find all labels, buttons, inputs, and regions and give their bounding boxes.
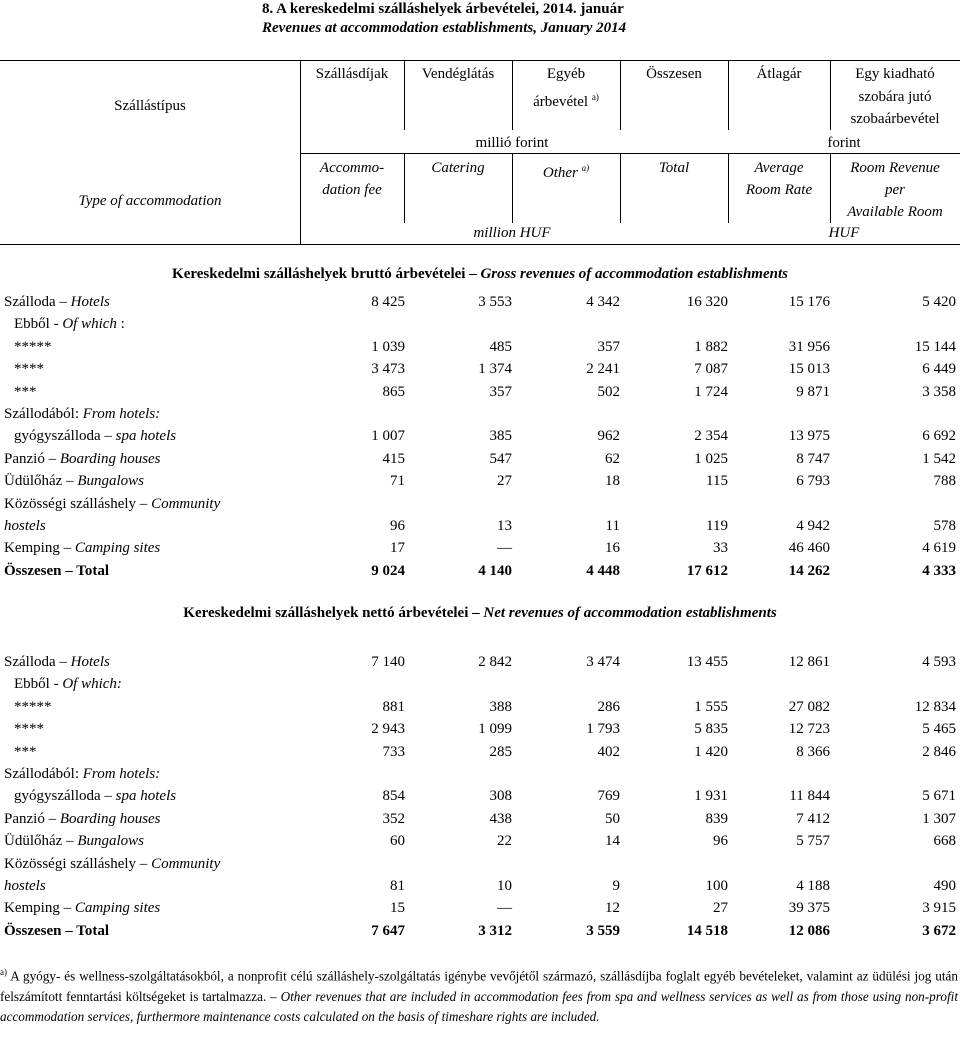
cell-value: 6 449 [922, 361, 956, 378]
cell-value: 12 834 [914, 698, 956, 715]
unit-hu-forint: forint [827, 135, 861, 151]
col-catering-hu: Vendéglátás [421, 66, 495, 82]
row-label-en: Boarding houses [59, 450, 161, 467]
row-label-hu: Összesen – Total [4, 922, 110, 939]
table-row [0, 696, 960, 718]
row-label [4, 875, 46, 897]
unit-en-million: million HUF [473, 225, 551, 241]
row-label-hu: Szállodából: [4, 766, 83, 782]
col-avg-hu: Átlagár [756, 66, 802, 82]
cell-value: 33 [713, 540, 728, 557]
cell-value: 81 [390, 878, 405, 894]
cell-value: 14 518 [686, 922, 728, 939]
title-hu: 8. A kereskedelmi szálláshelyek árbevételei, 2014. január [262, 1, 624, 17]
row-label [14, 741, 37, 763]
cell-value: 15 013 [788, 361, 830, 378]
header-divider [300, 60, 301, 244]
cell-value: 769 [597, 788, 620, 805]
row-label [14, 336, 52, 358]
cell-value: 1 882 [694, 338, 728, 355]
row-label-en: hostels [4, 518, 46, 534]
row-label [14, 358, 44, 380]
cell-value: 4 448 [586, 562, 620, 579]
row-label [4, 808, 161, 830]
cell-value: 502 [597, 383, 620, 400]
cell-value: 7 087 [694, 361, 728, 378]
cell-value: 2 846 [922, 743, 956, 760]
cell-value: 1 724 [694, 383, 728, 400]
col-revpar-hu-2: szobára jutó [858, 89, 932, 105]
row-label [4, 853, 220, 875]
cell-value: 16 [605, 540, 620, 557]
cell-value: 96 [390, 518, 405, 534]
row-label-en: Hotels [70, 654, 110, 670]
cell-value: 16 320 [686, 294, 728, 310]
table-row [0, 875, 960, 897]
cell-value: 14 262 [788, 562, 830, 579]
col-other-hu-2 [512, 87, 620, 112]
cell-value: 1 542 [922, 450, 956, 467]
cell-value: 9 [612, 878, 620, 894]
table-row [0, 920, 960, 942]
cell-value: 1 420 [694, 743, 728, 760]
cell-value: 62 [605, 450, 620, 467]
table-row [0, 313, 960, 335]
col-revpar-hu-3: szobaárbevétel [850, 111, 940, 127]
cell-value: 31 956 [788, 338, 830, 355]
cell-value: 46 460 [788, 540, 830, 557]
row-label-hu: **** [14, 361, 44, 378]
col-other-en-word: Other [542, 165, 578, 181]
cell-value: 7 140 [371, 654, 405, 670]
cell-value: 1 007 [371, 428, 405, 445]
cell-value: 9 024 [371, 562, 405, 579]
cell-value: 1 793 [586, 721, 620, 738]
cell-value: 1 374 [478, 361, 512, 378]
col-revpar-en-1: Room Revenue [850, 160, 940, 176]
col-other-en [512, 158, 620, 183]
cell-value: 4 140 [478, 562, 512, 579]
table-row [0, 425, 960, 447]
cell-value: 4 342 [586, 294, 620, 310]
cell-value: 578 [933, 518, 956, 534]
row-label-hu: Ebből - [14, 676, 63, 693]
cell-value: 39 375 [788, 900, 830, 917]
cell-value: 733 [382, 743, 405, 760]
cell-value: 17 612 [686, 562, 728, 579]
row-label [4, 920, 109, 942]
row-label [4, 493, 220, 515]
cell-value: 352 [382, 810, 405, 827]
cell-value: 3 915 [922, 900, 956, 917]
table-row [0, 493, 960, 515]
cell-value: 4 942 [796, 518, 830, 534]
row-label-en: From hotels: [82, 766, 161, 782]
table-row [0, 448, 960, 470]
row-label-en: Of which: [62, 676, 122, 693]
header-top-rule [0, 60, 960, 61]
cell-value: 27 [713, 900, 728, 917]
col-revpar-en-3: Available Room [847, 204, 943, 220]
row-label-en: Community [151, 495, 221, 512]
cell-value: 27 082 [788, 698, 830, 715]
table-row [0, 897, 960, 919]
row-label-tail: : [116, 316, 125, 333]
table-row [0, 515, 960, 537]
footnote-en: Other revenues that are included in accommodation fees from spa and wellness services as well as from those using non-profit accommodation services, furthermore maintenance costs calculated on the basis of timeshare rights are included. [0, 988, 958, 1025]
row-label [4, 651, 110, 673]
table-row [0, 537, 960, 559]
cell-value: 115 [706, 473, 728, 490]
table-row [0, 673, 960, 695]
row-label-hu: *** [14, 383, 37, 400]
type-label-en: Type of accommodation [78, 193, 222, 209]
cell-value: 388 [489, 698, 512, 715]
cell-value: 15 144 [914, 338, 956, 355]
footnote-marker: a) [0, 967, 7, 977]
table-row [0, 763, 960, 785]
table-row [0, 336, 960, 358]
table-row [0, 358, 960, 380]
cell-value: 357 [489, 383, 512, 400]
net-heading-en: Net revenues of accommodation establishments [483, 605, 777, 621]
row-label [14, 673, 122, 695]
cell-value: 5 671 [922, 788, 956, 805]
cell-value: 13 [497, 518, 512, 534]
row-label-en: Camping sites [74, 540, 161, 557]
cell-value: 15 [390, 900, 405, 917]
cell-value: 1 931 [694, 788, 728, 805]
row-label-hu: Közösségi szálláshely – [4, 855, 152, 872]
cell-value: 3 559 [586, 922, 620, 939]
cell-value: 6 692 [922, 428, 956, 445]
row-label-hu: Szállodából: [4, 406, 83, 422]
cell-value: 308 [489, 788, 512, 805]
row-label-hu: *** [14, 743, 37, 760]
row-label [4, 763, 160, 785]
table-row [0, 830, 960, 852]
cell-value: 60 [390, 833, 405, 850]
cell-value: 3 672 [922, 922, 956, 939]
cell-value: 27 [497, 473, 512, 490]
row-label-hu: Panzió – [4, 810, 60, 827]
row-label-en: Bungalows [77, 833, 145, 850]
cell-value: 3 474 [586, 654, 620, 670]
unit-hu-million: millió forint [475, 135, 549, 151]
row-label-hu: **** [14, 721, 44, 738]
col-accom-en-2: dation fee [322, 182, 382, 198]
row-label-hu: Összesen – Total [4, 562, 110, 579]
row-label [14, 785, 176, 807]
cell-value: 3 473 [371, 361, 405, 378]
col-accom-en-1: Accommo- [319, 160, 385, 176]
cell-value: 485 [489, 338, 512, 355]
row-label [4, 291, 110, 313]
gross-section-heading [0, 266, 960, 283]
cell-value: 12 [605, 900, 620, 917]
row-label [14, 381, 37, 403]
cell-value: 962 [597, 428, 620, 445]
cell-value: 2 241 [586, 361, 620, 378]
row-label [14, 425, 176, 447]
row-label-hu: Szálloda – [4, 294, 71, 310]
cell-value: 1 099 [478, 721, 512, 738]
page-title [262, 0, 626, 38]
row-label-hu: Ebből - [14, 316, 63, 333]
cell-value: 11 844 [789, 788, 830, 805]
cell-value: 17 [390, 540, 405, 557]
col-other-en-sup: a) [581, 163, 590, 173]
cell-value: 22 [497, 833, 512, 850]
cell-value: 668 [933, 833, 956, 850]
cell-value: 788 [933, 473, 956, 490]
row-label-hu: Kemping – [4, 540, 75, 557]
cell-value: 357 [597, 338, 620, 355]
type-label-hu: Szállástípus [114, 98, 186, 114]
cell-value: 13 455 [686, 654, 728, 670]
cell-value: 385 [489, 428, 512, 445]
unit-en-huf: HUF [828, 225, 860, 241]
row-label [4, 470, 144, 492]
table-header [0, 60, 960, 244]
col-total-hu: Összesen [646, 66, 702, 82]
cell-value: 4 593 [922, 654, 956, 670]
table-row [0, 741, 960, 763]
cell-value: 1 039 [371, 338, 405, 355]
cell-value: — [497, 540, 512, 557]
row-label [4, 560, 109, 582]
row-label-en: Bungalows [77, 473, 145, 490]
cell-value: 12 086 [788, 922, 830, 939]
col-revpar-hu: Egy kiadható [855, 66, 935, 82]
row-label-en: Boarding houses [59, 810, 161, 827]
cell-value: 12 861 [788, 654, 830, 670]
cell-value: 8 747 [796, 450, 830, 467]
row-label [4, 448, 161, 470]
col-avg-en-2: Room Rate [745, 182, 813, 198]
cell-value: 5 420 [922, 294, 956, 310]
cell-value: 286 [597, 698, 620, 715]
table-row [0, 403, 960, 425]
cell-value: 5 835 [694, 721, 728, 738]
row-label-en: From hotels: [82, 406, 161, 422]
row-label-hu: Üdülőház – [4, 833, 78, 850]
row-label-en: Community [151, 855, 221, 872]
table-row [0, 808, 960, 830]
col-accom-hu: Szállásdíjak [315, 66, 389, 82]
cell-value: 1 025 [694, 450, 728, 467]
row-label-en: Camping sites [74, 900, 161, 917]
table-row [0, 291, 960, 313]
cell-value: 8 425 [371, 294, 405, 310]
row-label-hu: Üdülőház – [4, 473, 78, 490]
row-label-hu: Panzió – [4, 450, 60, 467]
cell-value: 5 465 [922, 721, 956, 738]
cell-value: 865 [382, 383, 405, 400]
cell-value: 11 [605, 518, 620, 534]
cell-value: 18 [605, 473, 620, 490]
cell-value: 50 [605, 810, 620, 827]
net-heading-hu: Kereskedelmi szálláshelyek nettó árbevételei – [183, 605, 484, 621]
row-label-hu: gyógyszálloda – [14, 428, 116, 445]
table-row [0, 560, 960, 582]
cell-value: 8 366 [796, 743, 830, 760]
net-section-heading [0, 605, 960, 622]
cell-value: 13 975 [788, 428, 830, 445]
cell-value: 854 [382, 788, 405, 805]
cell-value: 96 [713, 833, 728, 850]
cell-value: 839 [705, 810, 728, 827]
row-label [14, 696, 52, 718]
cell-value: 3 312 [478, 922, 512, 939]
row-label [4, 537, 160, 559]
row-label [4, 403, 160, 425]
row-label-hu: ***** [14, 698, 52, 715]
cell-value: 9 871 [796, 383, 830, 400]
cell-value: 3 553 [478, 294, 512, 310]
row-label-hu: gyógyszálloda – [14, 788, 116, 805]
cell-value: 490 [933, 878, 956, 894]
col-revpar-en-2: per [885, 182, 905, 198]
row-label-en: spa hotels [115, 428, 177, 445]
cell-value: 2 943 [371, 721, 405, 738]
cell-value: 4 619 [922, 540, 956, 557]
row-label-en: hostels [4, 878, 46, 894]
cell-value: 71 [390, 473, 405, 490]
row-label [4, 897, 160, 919]
table-row [0, 381, 960, 403]
col-avg-en-1: Average [754, 160, 804, 176]
col-other-hu-word: árbevétel [533, 94, 589, 110]
col-other-sup: a) [591, 92, 599, 102]
row-label [14, 718, 44, 740]
cell-value: 1 307 [922, 810, 956, 827]
gross-heading-en: Gross revenues of accommodation establishments [480, 266, 788, 282]
cell-value: 12 723 [788, 721, 830, 738]
cell-value: 7 412 [796, 810, 830, 827]
cell-value: — [497, 900, 512, 917]
row-label-en: Of which [62, 316, 117, 333]
table-row [0, 718, 960, 740]
header-mid-rule [300, 153, 960, 154]
cell-value: 5 757 [796, 833, 830, 850]
col-total-en: Total [658, 160, 690, 176]
row-label-en: spa hotels [115, 788, 177, 805]
cell-value: 3 358 [922, 383, 956, 400]
header-bottom-rule [0, 244, 960, 245]
footnote [0, 962, 958, 1028]
cell-value: 4 333 [922, 562, 956, 579]
table-row [0, 785, 960, 807]
table-row [0, 470, 960, 492]
row-label [14, 313, 125, 335]
row-label-en: Hotels [70, 294, 110, 310]
cell-value: 438 [489, 810, 512, 827]
cell-value: 10 [497, 878, 512, 894]
gross-heading-hu: Kereskedelmi szálláshelyek bruttó árbevételei – [172, 266, 481, 282]
cell-value: 415 [382, 450, 405, 467]
table-row [0, 853, 960, 875]
cell-value: 881 [382, 698, 405, 715]
cell-value: 100 [705, 878, 728, 894]
cell-value: 7 647 [371, 922, 405, 939]
row-label-hu: Kemping – [4, 900, 75, 917]
cell-value: 547 [489, 450, 512, 467]
cell-value: 119 [706, 518, 728, 534]
cell-value: 15 176 [788, 294, 830, 310]
title-en: Revenues at accommodation establishments, January 2014 [262, 20, 627, 36]
cell-value: 2 842 [478, 654, 512, 670]
row-label-hu: Szálloda – [4, 654, 71, 670]
row-label-hu: ***** [14, 338, 52, 355]
cell-value: 2 354 [694, 428, 728, 445]
cell-value: 1 555 [694, 698, 728, 715]
cell-value: 402 [597, 743, 620, 760]
cell-value: 6 793 [796, 473, 830, 490]
footnote-hu: A gyógy- és wellness-szolgáltatásokból, a nonprofit célú szálláshely-szolgáltatás igénybe vevőjétől származó, szállásdíjba foglalt egyéb bevételeket, valamint az üdülési jog után felszámított fenntartási költségeket is tartalmazza. – [0, 968, 958, 1004]
col-catering-en: Catering [431, 160, 485, 176]
table-row [0, 651, 960, 673]
col-other-hu: Egyéb [546, 66, 586, 82]
row-label-hu: Közösségi szálláshely – [4, 495, 152, 512]
cell-value: 285 [489, 743, 512, 760]
row-label [4, 830, 144, 852]
row-label [4, 515, 46, 537]
cell-value: 4 188 [796, 878, 830, 894]
cell-value: 14 [605, 833, 620, 850]
